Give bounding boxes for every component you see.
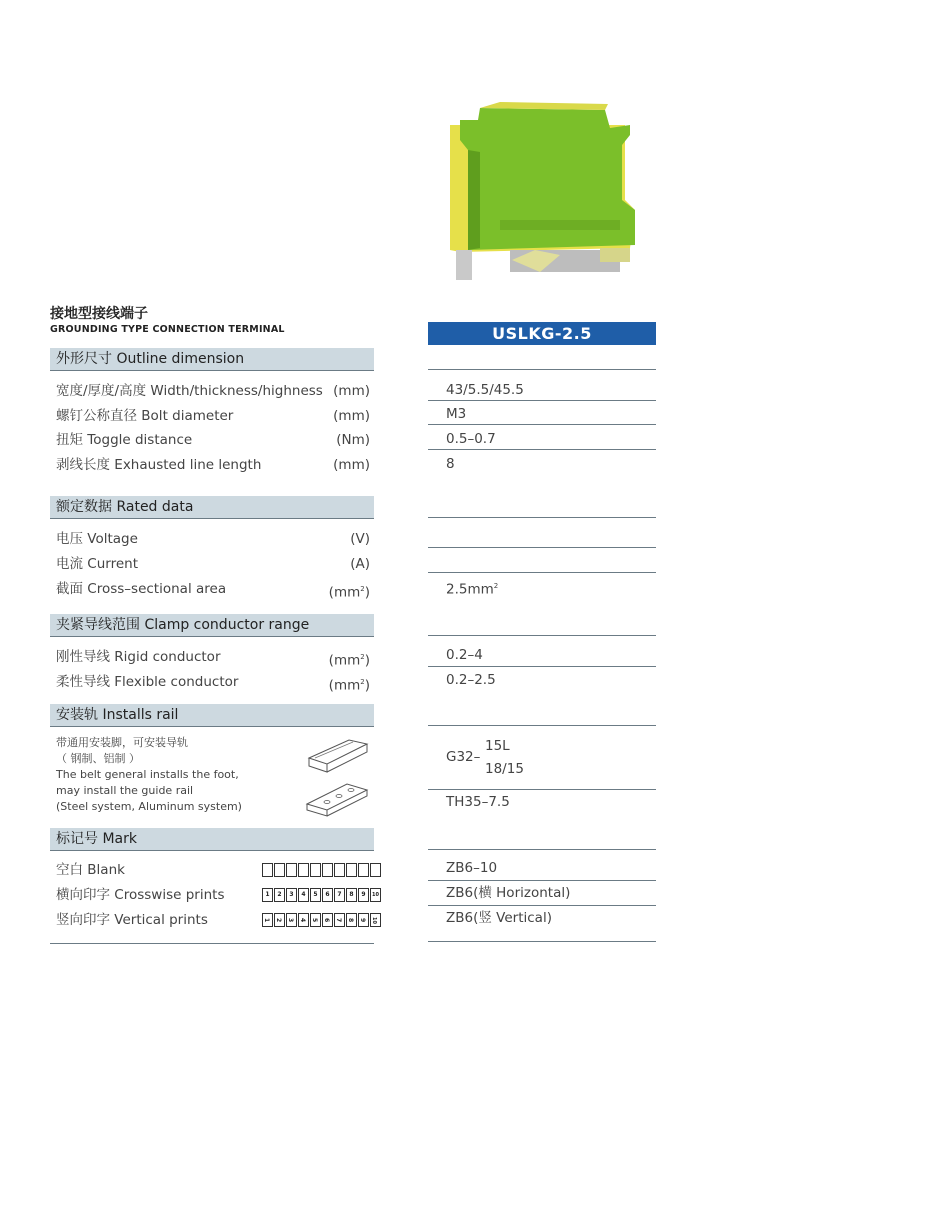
marker-cell xyxy=(346,863,357,877)
g32-prefix: G32– xyxy=(446,749,481,765)
marker-cell: 3 xyxy=(286,913,297,927)
unit-text: (mm xyxy=(328,677,361,694)
row-unit: (A) xyxy=(350,556,370,572)
model-header: USLKG-2.5 xyxy=(428,322,656,345)
table-row xyxy=(56,382,370,400)
th35-value: TH35–7.5 xyxy=(446,794,510,810)
row-value: M3 xyxy=(446,406,467,422)
row-label: 空白 Blank xyxy=(56,862,125,878)
title-chinese: 接地型接线端子 xyxy=(50,306,148,322)
marker-cell xyxy=(322,863,333,877)
row-unit: (mm) xyxy=(333,408,370,424)
horizontal-marker-strip xyxy=(262,888,382,902)
marker-cell xyxy=(286,863,297,877)
row-unit xyxy=(329,648,370,670)
table-row xyxy=(56,431,370,449)
marker-cell: 2 xyxy=(274,888,285,902)
unit-text: (mm xyxy=(328,652,361,669)
marker-cell xyxy=(262,863,273,877)
marker-cell: 10 xyxy=(370,913,381,927)
row-label: 电压 Voltage xyxy=(56,531,138,547)
row-value: 0.5–0.7 xyxy=(446,431,496,447)
divider xyxy=(428,666,656,667)
marker-cell: 9 xyxy=(358,913,369,927)
g32-top-value: 15L xyxy=(485,738,510,754)
divider xyxy=(428,547,656,548)
table-row xyxy=(56,530,370,548)
row-label: 刚性导线 Rigid conductor xyxy=(56,649,221,665)
row-label: 柔性导线 Flexible conductor xyxy=(56,674,239,690)
table-row xyxy=(56,407,370,425)
marker-cell: 4 xyxy=(298,888,309,902)
row-value: ZB6(横 Horizontal) xyxy=(446,885,571,901)
divider xyxy=(428,517,656,518)
divider xyxy=(428,905,656,906)
blank-marker-strip xyxy=(262,863,382,877)
marker-cell: 9 xyxy=(358,888,369,902)
marker-cell xyxy=(370,863,381,877)
marker-cell: 5 xyxy=(310,888,321,902)
divider xyxy=(428,725,656,726)
value-text: 2.5mm xyxy=(446,581,494,598)
row-label: 宽度/厚度/高度 Width/thickness/highness xyxy=(56,383,323,399)
marker-cell xyxy=(358,863,369,877)
unit-close: ) xyxy=(364,584,370,601)
row-unit: (mm) xyxy=(333,457,370,473)
table-row xyxy=(56,673,370,694)
table-row xyxy=(56,456,370,474)
row-value: 8 xyxy=(446,456,455,472)
marker-cell xyxy=(298,863,309,877)
marker-cell: 5 xyxy=(310,913,321,927)
marker-cell xyxy=(334,863,345,877)
rail-desc-line: may install the guide rail xyxy=(56,784,194,797)
row-label: 剥线长度 Exhausted line length xyxy=(56,457,262,473)
value-superscript: 2 xyxy=(493,582,499,590)
g32-rail-icon xyxy=(305,736,370,776)
row-value: ZB6(竖 Vertical) xyxy=(446,910,552,926)
row-unit xyxy=(329,673,370,695)
divider xyxy=(428,449,656,450)
unit-close: ) xyxy=(364,677,370,694)
divider xyxy=(428,880,656,881)
marker-cell xyxy=(310,863,321,877)
unit-superscript: 2 xyxy=(360,653,365,661)
divider xyxy=(428,635,656,636)
rail-description xyxy=(56,735,242,815)
rail-desc-line: The belt general installs the foot, xyxy=(56,768,239,781)
table-row xyxy=(56,580,370,601)
row-value xyxy=(446,577,498,599)
terminal-block-image xyxy=(440,100,640,285)
bottom-divider-right xyxy=(428,941,656,942)
divider xyxy=(428,572,656,573)
rail-desc-line: （ 钢制、铝制 ） xyxy=(56,752,140,765)
unit-close: ) xyxy=(364,652,370,669)
row-unit: (mm) xyxy=(333,383,370,399)
bottom-divider-left xyxy=(50,943,374,944)
marker-cell: 6 xyxy=(322,913,333,927)
title-english: GROUNDING TYPE CONNECTION TERMINAL xyxy=(50,324,285,335)
row-label: 扭矩 Toggle distance xyxy=(56,432,193,448)
table-row xyxy=(56,555,370,573)
row-value: ZB6–10 xyxy=(446,860,498,876)
row-label: 横向印字 Crosswise prints xyxy=(56,887,225,903)
row-unit: (V) xyxy=(350,531,370,547)
marker-cell: 1 xyxy=(262,913,273,927)
marker-cell: 7 xyxy=(334,913,345,927)
marker-cell: 8 xyxy=(346,913,357,927)
marker-cell: 4 xyxy=(298,913,309,927)
unit-text: (mm xyxy=(328,584,361,601)
row-value: 43/5.5/45.5 xyxy=(446,382,524,398)
row-label: 竖向印字 Vertical prints xyxy=(56,912,208,928)
row-value: 0.2–2.5 xyxy=(446,672,496,688)
divider xyxy=(428,849,656,850)
divider xyxy=(428,789,656,790)
marker-cell: 7 xyxy=(334,888,345,902)
section-rated-header: 额定数据 Rated data xyxy=(50,496,374,519)
section-clamp-header: 夹紧导线范围 Clamp conductor range xyxy=(50,614,374,637)
marker-cell: 8 xyxy=(346,888,357,902)
g32-bottom-value: 18/15 xyxy=(485,761,524,777)
marker-cell: 6 xyxy=(322,888,333,902)
row-label: 截面 Cross–sectional area xyxy=(56,581,227,597)
marker-cell: 3 xyxy=(286,888,297,902)
row-value: 0.2–4 xyxy=(446,647,483,663)
rail-desc-line: (Steel system, Aluminum system) xyxy=(56,800,242,813)
marker-cell: 1 xyxy=(262,888,273,902)
rail-desc-line: 带通用安装脚，可安装导轨 xyxy=(56,736,188,749)
th35-rail-icon xyxy=(305,778,370,820)
table-row xyxy=(56,648,370,669)
section-rail-header: 安装轨 Installs rail xyxy=(50,704,374,727)
marker-cell: 10 xyxy=(370,888,381,902)
divider xyxy=(428,424,656,425)
row-label: 螺钉公称直径 Bolt diameter xyxy=(56,408,234,424)
unit-superscript: 2 xyxy=(360,585,365,593)
divider xyxy=(428,400,656,401)
row-unit xyxy=(329,580,370,602)
section-outline-header: 外形尺寸 Outline dimension xyxy=(50,348,374,371)
unit-superscript: 2 xyxy=(360,678,365,686)
row-unit: (Nm) xyxy=(336,432,370,448)
vertical-marker-strip xyxy=(262,913,382,927)
section-mark-header: 标记号 Mark xyxy=(50,828,374,851)
row-label: 电流 Current xyxy=(56,556,138,572)
marker-cell: 2 xyxy=(274,913,285,927)
marker-cell xyxy=(274,863,285,877)
divider xyxy=(428,369,656,370)
